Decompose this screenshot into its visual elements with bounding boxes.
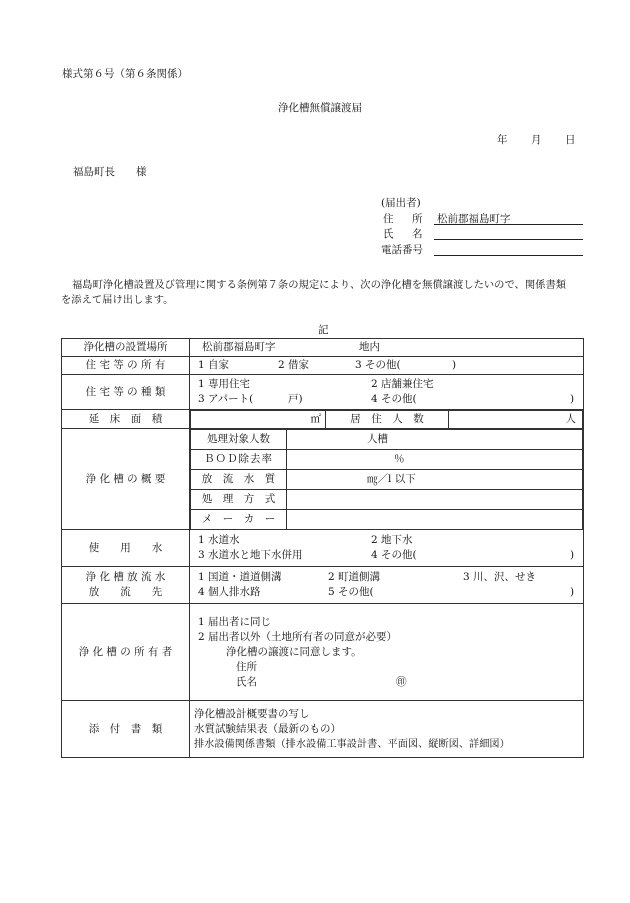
discharge-label-line2: 放 流 先 [88, 586, 163, 598]
discharge-opt4: 4 個人排水路 [198, 586, 261, 598]
phone-label: 電話番号 [381, 244, 423, 256]
overview-key: 処理対象人数 [191, 430, 287, 450]
overview-value [287, 490, 583, 510]
overview-key: メ ー カ ー [191, 510, 287, 530]
overview-value: ％ [287, 450, 583, 470]
body-text-line2: を添えて届け出します。 [61, 294, 174, 306]
discharge-opt3: 3 川、沢、せき [463, 571, 537, 583]
water-cell [190, 530, 584, 567]
ownership-opt1: 1 自家 [198, 359, 230, 371]
discharge-opt5: 5 その他( [328, 586, 374, 598]
discharge-opt1: 1 国道・道道側溝 [198, 571, 282, 583]
floor-cell [190, 410, 584, 429]
row-ownership [62, 357, 584, 375]
overview-key: 放 流 水 質 [191, 470, 287, 490]
page-title: 浄化槽無償譲渡届 [278, 102, 362, 114]
owner-name-label: 氏名 [236, 675, 257, 688]
type-opt1: 1 専用住宅 [198, 378, 251, 390]
type-label: 住 宅 等 の 種 類 [62, 375, 190, 410]
type-opt4-end: ) [570, 393, 575, 405]
type-cell [190, 375, 584, 410]
floor-unit: ㎡ [191, 411, 326, 429]
residents-label: 居 住 人 数 [326, 411, 449, 429]
owner-cell [190, 604, 584, 701]
date-month: 月 [531, 134, 542, 146]
date-year: 年 [497, 134, 508, 146]
discharge-label-line1: 浄 化 槽 放 流 水 [85, 571, 166, 583]
overview-cell [190, 429, 584, 530]
phone-underline [434, 255, 583, 256]
body-text-line1: 福島町浄化槽設置及び管理に関する条例第７条の規定により、次の浄化槽を無償譲渡したいので、関係書類 [72, 279, 567, 291]
row-discharge [62, 567, 584, 604]
attachments-cell [190, 701, 584, 758]
location-label: 浄化槽の設置場所 [62, 339, 190, 357]
attachments-label: 添 付 書 類 [62, 701, 190, 758]
overview-label: 浄 化 槽 の 概 要 [62, 429, 190, 530]
owner-line2: 2 届出者以外（土地所有者の同意が必要） [198, 630, 398, 643]
water-label: 使 用 水 [62, 530, 190, 567]
type-opt3-unit: 戸) [288, 393, 303, 405]
ownership-label: 住 宅 等 の 所 有 [62, 357, 190, 375]
row-type [62, 375, 584, 410]
attachment-item: 水質試験結果表（最新のもの） [194, 722, 341, 735]
ki-heading: 記 [318, 324, 329, 336]
ownership-cell [190, 357, 584, 375]
owner-line1: 1 届出者に同じ [198, 615, 272, 628]
applicant-header: (届出者) [381, 197, 421, 209]
owner-line3: 浄化槽の譲渡に同意します。 [226, 645, 362, 658]
ownership-opt3: 3 その他( [355, 359, 401, 371]
water-opt1: 1 水道水 [198, 534, 240, 546]
attachment-item: 浄化槽設計概要書の写し [194, 707, 310, 720]
water-opt2: 2 地下水 [371, 534, 413, 546]
row-location [62, 339, 584, 357]
residents-unit: 人 [449, 411, 583, 429]
water-opt4: 4 その他( [371, 549, 417, 561]
row-water [62, 530, 584, 567]
seal-mark: ㊞ [396, 675, 407, 688]
discharge-label [62, 567, 190, 604]
ownership-opt3-end: ) [452, 359, 457, 371]
form-table [61, 338, 584, 758]
location-value: 松前郡福島町字 [202, 341, 276, 353]
name-label: 氏 名 [383, 228, 427, 240]
name-underline [434, 239, 583, 240]
water-opt4-end: ) [570, 549, 575, 561]
floor-label: 延 床 面 積 [62, 410, 190, 429]
row-owner [62, 604, 584, 701]
overview-value: ㎎／l 以下 [287, 470, 583, 490]
type-opt2: 2 店舗兼住宅 [371, 378, 434, 390]
owner-label: 浄 化 槽 の 所 有 者 [62, 604, 190, 701]
overview-key: ＢＯＤ除去率 [191, 450, 287, 470]
attachment-item: 排水設備関係書類（排水設備工事設計書、平面図、縦断図、詳細図） [194, 738, 510, 750]
row-attachments [62, 701, 584, 758]
overview-value [287, 510, 583, 530]
date-day: 日 [565, 134, 576, 146]
water-opt3: 3 水道水と地下水併用 [198, 549, 303, 561]
discharge-opt5-end: ) [570, 586, 575, 598]
discharge-opt2: 2 町道側溝 [328, 571, 381, 583]
form-number: 様式第６号（第６条関係） [62, 68, 188, 80]
addressee: 福島町長 様 [73, 166, 147, 178]
type-opt3: 3 アパート( [198, 393, 254, 405]
address-value: 松前郡福島町字 [437, 213, 511, 225]
row-overview [62, 429, 584, 530]
location-cell [190, 339, 584, 357]
location-suffix: 地内 [359, 341, 380, 353]
address-label: 住 所 [383, 213, 427, 225]
address-underline [434, 224, 583, 225]
owner-address-label: 住所 [236, 660, 257, 673]
discharge-cell [190, 567, 584, 604]
type-opt4: 4 その他( [371, 393, 417, 405]
ownership-opt2: 2 借家 [278, 359, 310, 371]
overview-value: 人槽 [287, 430, 583, 450]
overview-key: 処 理 方 式 [191, 490, 287, 510]
row-floor [62, 410, 584, 429]
